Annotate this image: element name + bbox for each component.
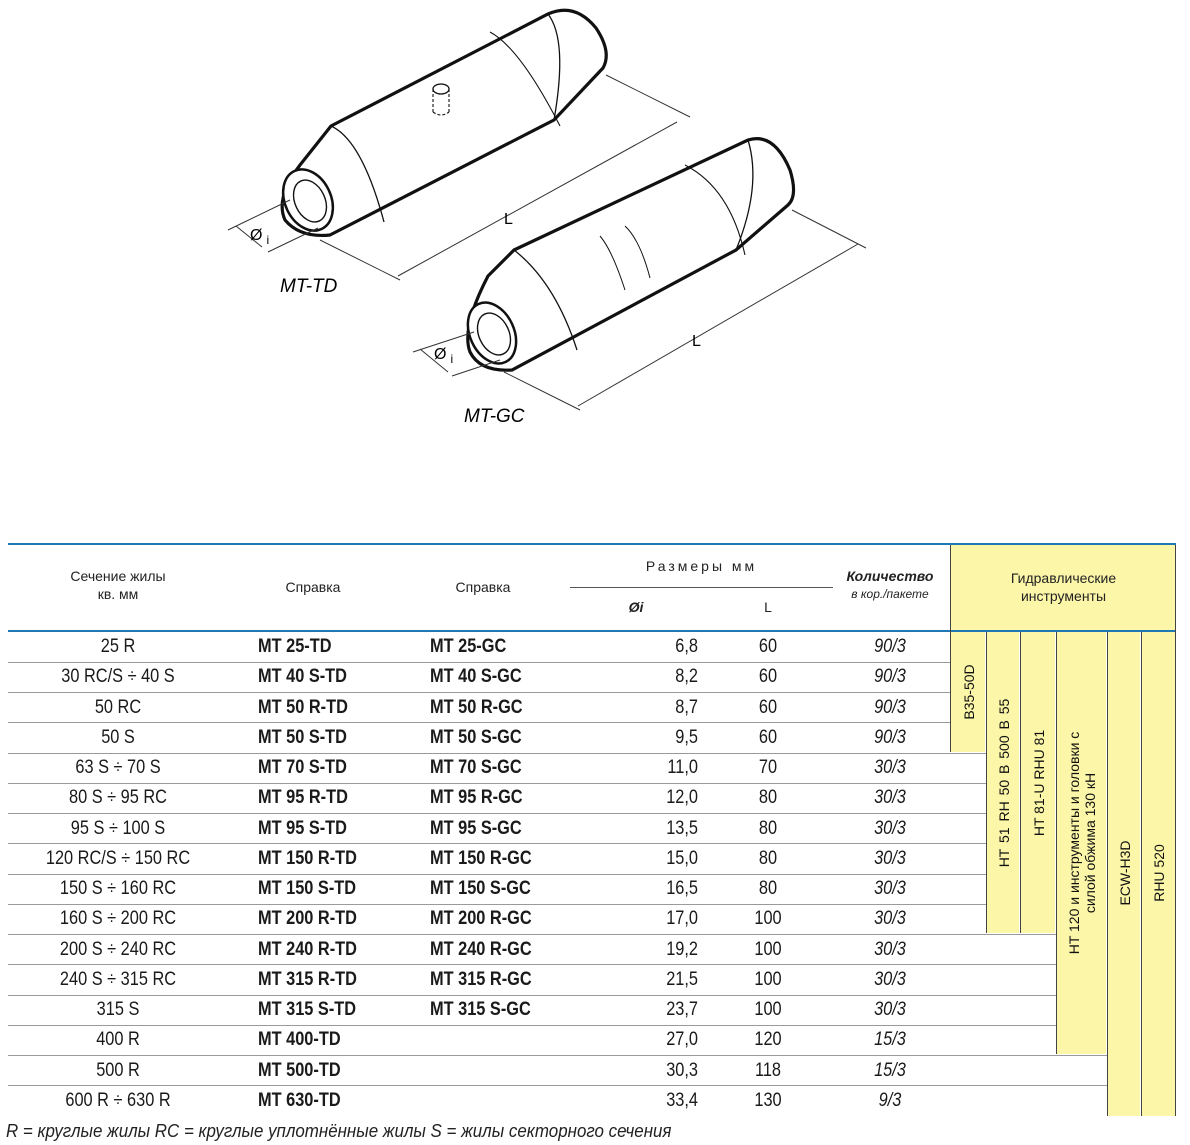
quantity-cell: 15/3 — [874, 1029, 906, 1051]
length-cell: 80 — [758, 847, 778, 869]
connector-table — [8, 543, 1176, 1116]
length-cell: 60 — [758, 726, 778, 748]
diameter-cell: 8,7 — [675, 696, 698, 718]
diameter-cell: 12,0 — [666, 787, 698, 809]
tool-rhu520-label: RHU 520 — [1151, 844, 1167, 902]
section-cell: 400 R — [96, 1029, 140, 1051]
gc-reference-cell: MT 150 R-GC — [430, 847, 532, 869]
length-cell: 60 — [758, 696, 778, 718]
table-row — [8, 753, 951, 783]
diameter-cell: 15,0 — [666, 847, 698, 869]
quantity-cell: 30/3 — [874, 968, 906, 990]
table-row — [8, 632, 951, 662]
td-reference-cell: MT 50 S-TD — [258, 726, 347, 748]
length-cell: 60 — [758, 636, 778, 657]
table-row — [8, 723, 951, 753]
header-dimensions: Размеры мм — [645, 558, 758, 574]
td-reference-cell: MT 400-TD — [258, 1029, 341, 1051]
gc-reference-cell — [430, 1086, 542, 1116]
td-reference-cell: MT 150 S-TD — [258, 878, 357, 899]
length-cell: 100 — [754, 908, 782, 930]
quantity-cell: 90/3 — [874, 666, 906, 688]
section-cell: 315 S — [96, 999, 140, 1020]
quantity-cell: 9/3 — [878, 1089, 902, 1111]
header-diameter: Øi — [628, 599, 644, 615]
tools-separator — [1020, 632, 1021, 933]
diameter-cell: 19,2 — [666, 938, 698, 960]
quantity-cell: 90/3 — [874, 696, 906, 718]
table-top-rule — [8, 543, 1176, 545]
mt-gc-diameter-label: Ø $_i$ — [434, 346, 454, 366]
gc-reference-cell: MT 40 S-GC — [430, 666, 522, 688]
gc-reference-cell: MT 200 R-GC — [430, 908, 532, 930]
td-reference-cell: MT 315 R-TD — [258, 968, 357, 990]
tools-separator — [1175, 545, 1176, 1116]
mt-gc-connector-illustration — [459, 139, 794, 372]
table-row — [8, 783, 951, 813]
mt-td-diameter-label: Ø $_i$ — [250, 227, 270, 247]
header-quantity: Количество в кор./пакете — [846, 568, 934, 601]
length-cell: 100 — [754, 938, 782, 960]
td-reference-cell: MT 40 S-TD — [258, 666, 347, 688]
connector-drawing — [0, 0, 1190, 470]
section-cell: 200 S ÷ 240 RC — [59, 938, 177, 960]
td-reference-cell: MT 500-TD — [258, 1059, 341, 1081]
mt-td-connector-illustration — [274, 10, 607, 239]
length-cell: 80 — [758, 878, 778, 899]
gc-reference-cell: MT 50 R-GC — [430, 696, 523, 718]
tool-ht120-label: HT 120 и инструменты и головки с силой обжима 130 кН — [1066, 731, 1098, 955]
mt-gc-length-label: L — [692, 333, 701, 350]
quantity-cell: 30/3 — [874, 908, 906, 930]
diameter-cell: 11,0 — [667, 757, 698, 778]
quantity-cell: 30/3 — [874, 787, 906, 809]
diameter-cell: 33,4 — [666, 1089, 698, 1111]
quantity-cell: 30/3 — [874, 938, 906, 960]
td-reference-cell: MT 25-TD — [258, 636, 332, 657]
mt-td-label: MT-TD — [280, 276, 338, 297]
section-cell: 50 S — [101, 726, 135, 748]
tools-separator — [986, 632, 987, 933]
header-length: L — [764, 599, 772, 615]
tool-ht51-label: HT 51 RH 50 B 500 B 55 — [996, 698, 1012, 868]
mt-gc-label: MT-GC — [464, 406, 525, 427]
diameter-cell: 17,0 — [666, 908, 698, 930]
table-row — [8, 1025, 951, 1055]
quantity-cell: 30/3 — [874, 847, 906, 869]
quantity-cell: 90/3 — [874, 726, 906, 748]
section-cell: 500 R — [96, 1059, 140, 1081]
gc-reference-cell: MT 25-GC — [430, 636, 507, 657]
diameter-cell: 9,5 — [675, 726, 698, 748]
length-cell: 70 — [758, 757, 778, 778]
header-ref-gc: Справка — [455, 579, 511, 595]
td-reference-cell: MT 150 R-TD — [258, 847, 357, 869]
td-reference-cell: MT 95 S-TD — [258, 817, 347, 839]
table-row — [8, 965, 951, 995]
tools-separator — [1141, 632, 1142, 1116]
length-cell: 130 — [754, 1089, 782, 1111]
section-cell: 160 S ÷ 200 RC — [59, 908, 177, 930]
table-row — [8, 844, 951, 874]
table-row — [8, 1056, 951, 1086]
gc-reference-cell: MT 315 S-GC — [430, 999, 531, 1020]
gc-reference-cell: MT 95 R-GC — [430, 787, 523, 809]
length-cell: 120 — [754, 1029, 782, 1051]
td-reference-cell: MT 240 R-TD — [258, 938, 357, 960]
table-row — [8, 1086, 951, 1116]
gc-reference-cell: MT 150 S-GC — [430, 878, 531, 899]
footnote: R = круглые жилы RC = круглые уплотнённые жилы S = жилы секторного сечения — [6, 1121, 672, 1141]
section-cell: 120 RC/S ÷ 150 RC — [45, 847, 191, 869]
quantity-cell: 30/3 — [874, 999, 906, 1020]
tool-b35-label: B35-50D — [961, 664, 977, 720]
gc-reference-cell — [430, 1056, 542, 1086]
section-cell: 25 R — [100, 636, 136, 657]
quantity-cell: 15/3 — [874, 1059, 906, 1081]
table-row — [8, 935, 951, 965]
diameter-cell: 27,0 — [666, 1029, 698, 1051]
diameter-cell: 21,5 — [666, 968, 698, 990]
table-row — [8, 904, 951, 934]
quantity-cell: 30/3 — [874, 757, 906, 778]
section-cell: 150 S ÷ 160 RC — [59, 878, 177, 899]
length-cell: 80 — [758, 817, 778, 839]
section-cell: 50 RC — [94, 696, 142, 718]
quantity-cell: 30/3 — [874, 817, 906, 839]
section-cell: 80 S ÷ 95 RC — [69, 787, 167, 809]
length-cell: 100 — [754, 999, 782, 1020]
quantity-cell: 30/3 — [874, 878, 906, 899]
section-cell: 95 S ÷ 100 S — [70, 817, 166, 839]
quantity-cell: 90/3 — [874, 636, 906, 657]
gc-reference-cell: MT 95 S-GC — [430, 817, 522, 839]
diameter-cell: 13,5 — [666, 817, 698, 839]
td-reference-cell: MT 70 S-TD — [258, 757, 347, 778]
length-cell: 60 — [758, 666, 778, 688]
td-reference-cell: MT 95 R-TD — [258, 787, 348, 809]
gc-reference-cell: MT 50 S-GC — [430, 726, 522, 748]
gc-reference-cell: MT 315 R-GC — [430, 968, 532, 990]
header-ref-td: Справка — [285, 579, 341, 595]
header-section: Сечение жилы кв. мм — [70, 568, 166, 602]
gc-reference-cell: MT 70 S-GC — [430, 757, 522, 778]
table-row — [8, 693, 951, 723]
diameter-cell: 8,2 — [675, 666, 698, 688]
table-row — [8, 874, 951, 904]
length-cell: 118 — [754, 1059, 782, 1081]
length-cell: 80 — [758, 787, 778, 809]
diameter-cell: 6,8 — [675, 636, 698, 657]
dimensions-rule — [570, 587, 833, 588]
section-cell: 600 R ÷ 630 R — [65, 1089, 171, 1111]
table-row — [8, 662, 951, 692]
gc-reference-cell: MT 240 R-GC — [430, 938, 532, 960]
tools-separator — [950, 545, 951, 752]
td-reference-cell: MT 630-TD — [258, 1089, 341, 1111]
length-cell: 100 — [754, 968, 782, 990]
header-tools: Гидравлические инструменты — [1010, 570, 1117, 604]
tools-separator — [1056, 632, 1057, 1054]
td-reference-cell: MT 50 R-TD — [258, 696, 348, 718]
td-reference-cell: MT 200 R-TD — [258, 908, 357, 930]
diameter-cell: 30,3 — [666, 1059, 698, 1081]
gc-reference-cell — [430, 1025, 542, 1055]
diameter-cell: 16,5 — [666, 878, 698, 899]
section-cell: 63 S ÷ 70 S — [75, 757, 161, 778]
diameter-cell: 23,7 — [666, 999, 698, 1020]
mt-td-length-label: L — [504, 211, 513, 228]
section-cell: 30 RC/S ÷ 40 S — [61, 666, 175, 688]
table-row — [8, 814, 951, 844]
td-reference-cell: MT 315 S-TD — [258, 999, 357, 1020]
table-row — [8, 995, 951, 1025]
tool-ecw-label: ECW-H3D — [1117, 840, 1133, 906]
section-cell: 240 S ÷ 315 RC — [59, 968, 177, 990]
tool-ht81-label: HT 81-U RHU 81 — [1031, 729, 1047, 837]
tools-separator — [1107, 632, 1108, 1116]
